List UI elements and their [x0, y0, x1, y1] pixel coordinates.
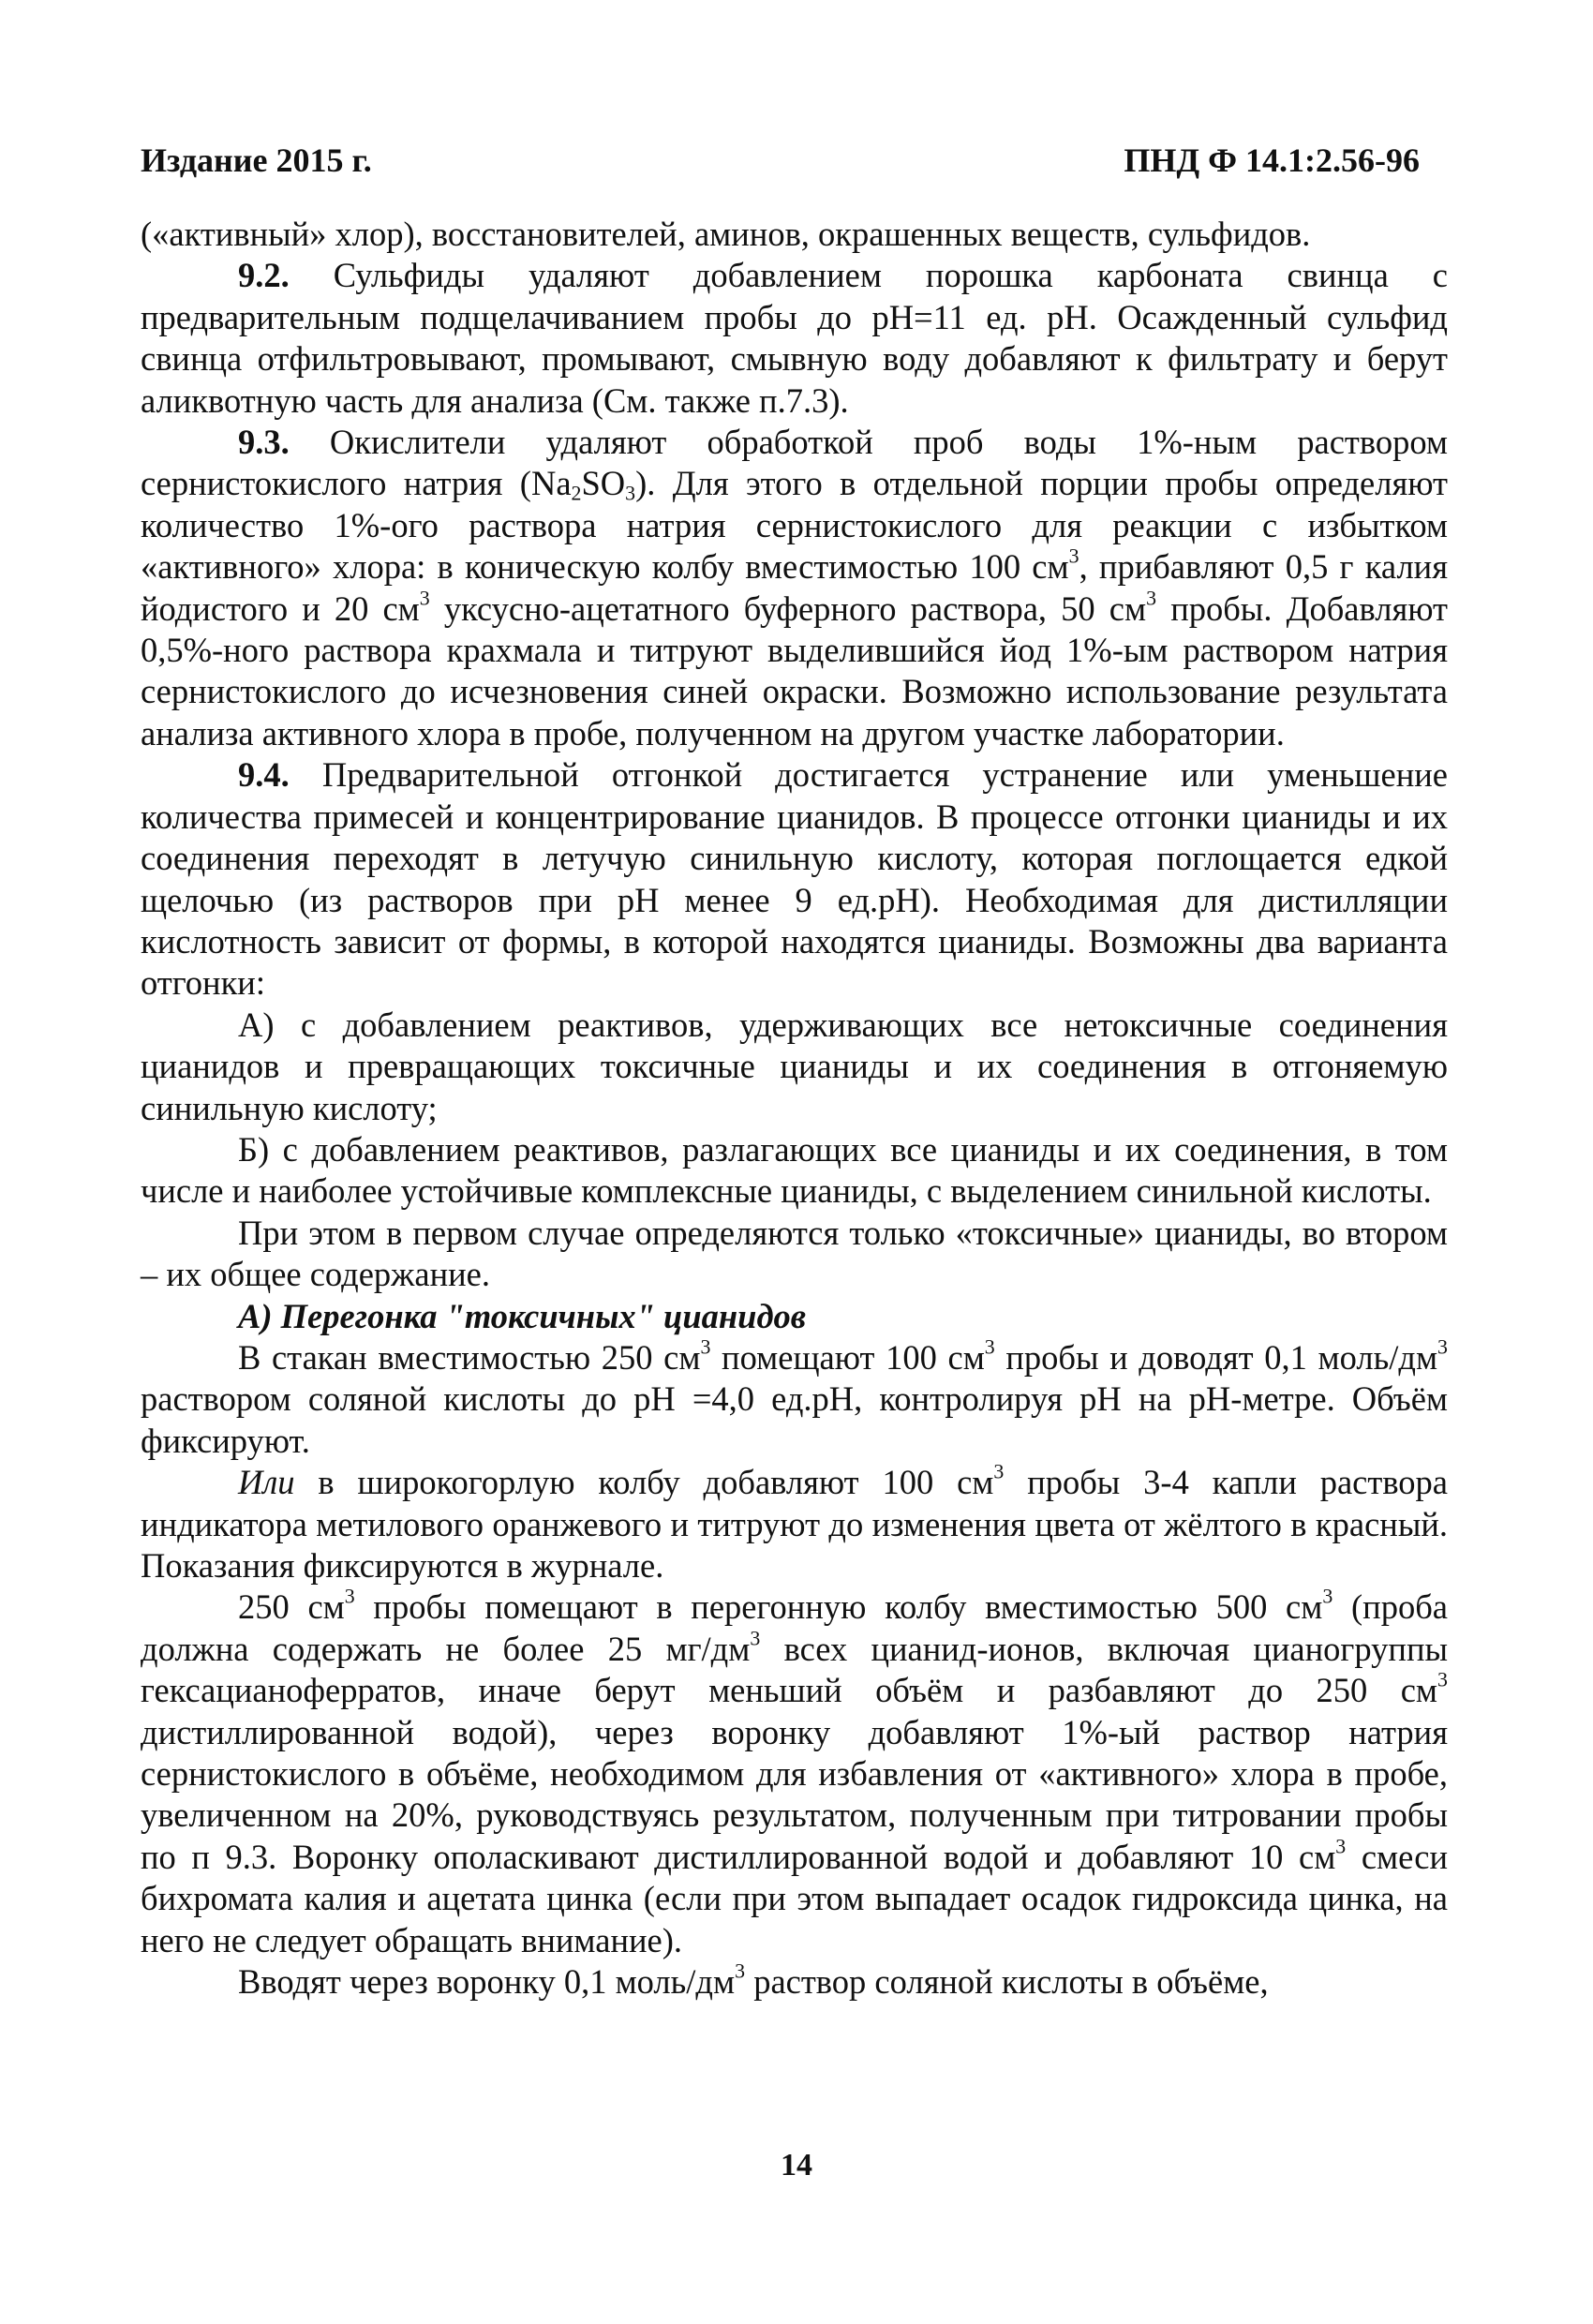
paragraph-9-3: 9.3. Окислители удаляют обработкой проб воды 1%-ным раствором сернистокислого натрия $(Na_2SO_3)$. Для этого в отдельной порции пробы определяют количество 1%-ого раствора натрия сернистокислого для реакции с избытком «активного» хлора: в коническую колбу вместимостью 100 $см^3$, прибавляют 0,5 г калия йодистого и 20 $см^3$ уксусно-ацетатного буферного раствора, 50 $см^3$ пробы. Добавляют 0,5%-ного раствора крахмала и титруют выделившийся йод 1%-ым раствором натрия сернистокислого до исчезновения синей окраски. Возможно использование результата анализа активного хлора в пробе, полученном на другом участке лаборатории.: [141, 423, 1448, 752]
paragraph-continuation: («активный» хлор), восстановителей, аминов, окрашенных веществ, сульфидов.: [141, 215, 1311, 253]
paragraph-distillation-flask: 250 $см^3$ пробы помещают в перегонную колбу вместимостью 500 $см^3$ (проба должна содержать не более 25 $мг/дм^3$ всех цианид-ионов, включая цианогруппы гексацианоферратов, иначе берут меньший объём и разбавляют до 250 $см^3$ дистиллированной водой), через воронку добавляют 1%-ый раствор натрия сернистокислого в объёме, необходимом для избавления от «активного» хлора в пробе, увеличенном на 20%, руководствуясь результатом, полученным при титровании пробы по п 9.3. Воронку ополаскивают дистиллированной водой и добавляют 10 $см^3$ смеси бихромата калия и ацетата цинка (если при этом выпадает осадок гидроксида цинка, на него не следует обращать внимание).: [141, 1584, 1448, 1959]
paragraph-beaker: В стакан вместимостью 250 $см^3$ помещают 100 $см^3$ пробы и доводят 0,1 моль/$дм^3$ раствором соляной кислоты до рН =4,0 ед.рН, контролируя рН на рН-метре. Объём фиксируют.: [141, 1334, 1448, 1460]
document-code: ПНД Ф 14.1:2.56-96: [1124, 142, 1420, 179]
page-number: 14: [781, 2148, 812, 2182]
section-number-9-4: 9.4.: [238, 755, 290, 795]
paragraph-summary: При этом в первом случае определяются только «токсичные» цианиды, во втором – их общее содержание.: [141, 1213, 1448, 1294]
paragraph-9-4: 9.4. Предварительной отгонкой достигается устранение или уменьшение количества примесей и концентрирование цианидов. В процессе отгонки цианиды и их соединения переходят в летучую синильную кислоту, которая поглощается едкой щелочью (из растворов при рН менее 9 ед.рН). Необходимая для дистилляции кислотность зависит от формы, в которой находятся цианиды. Возможны два варианта отгонки:: [141, 755, 1448, 1003]
subsection-heading: А) Перегонка "токсичных" цианидов: [238, 1296, 807, 1335]
document-body: [141, 214, 1448, 2003]
section-number-9-2: 9.2.: [238, 256, 290, 295]
edition-label: Издание 2015 г.: [141, 142, 372, 179]
variant-a: А) с добавлением реактивов, удерживающих все нетоксичные соединения цианидов и превращающих токсичные цианиды и их соединения в отгоняемую синильную кислоту;: [141, 1005, 1448, 1127]
section-number-9-3: 9.3.: [238, 423, 290, 462]
paragraph-9-2: 9.2. Сульфиды удаляют добавлением порошка карбоната свинца с предварительным подщелачиванием пробы до рН=11 ед. рН. Осажденный сульфид свинца отфильтровывают, промывают, смывную воду добавляют к фильтрату и берут аликвотную часть для анализа (См. также п.7.3).: [141, 256, 1448, 420]
paragraph-acid-addition: Вводят через воронку 0,1 моль/$дм^3$ раствор соляной кислоты в объёме,: [238, 1959, 1269, 2002]
variant-b: Б) с добавлением реактивов, разлагающих все цианиды и их соединения, в том числе и наиболее устойчивые комплексные цианиды, с выделением синильной кислоты.: [141, 1129, 1448, 1211]
paragraph-alternative: Или в широкогорлую колбу добавляют 100 $см^3$ пробы 3-4 капли раствора индикатора метилового оранжевого и титруют до изменения цвета от жёлтого в красный. Показания фиксируются в журнале.: [141, 1459, 1448, 1585]
